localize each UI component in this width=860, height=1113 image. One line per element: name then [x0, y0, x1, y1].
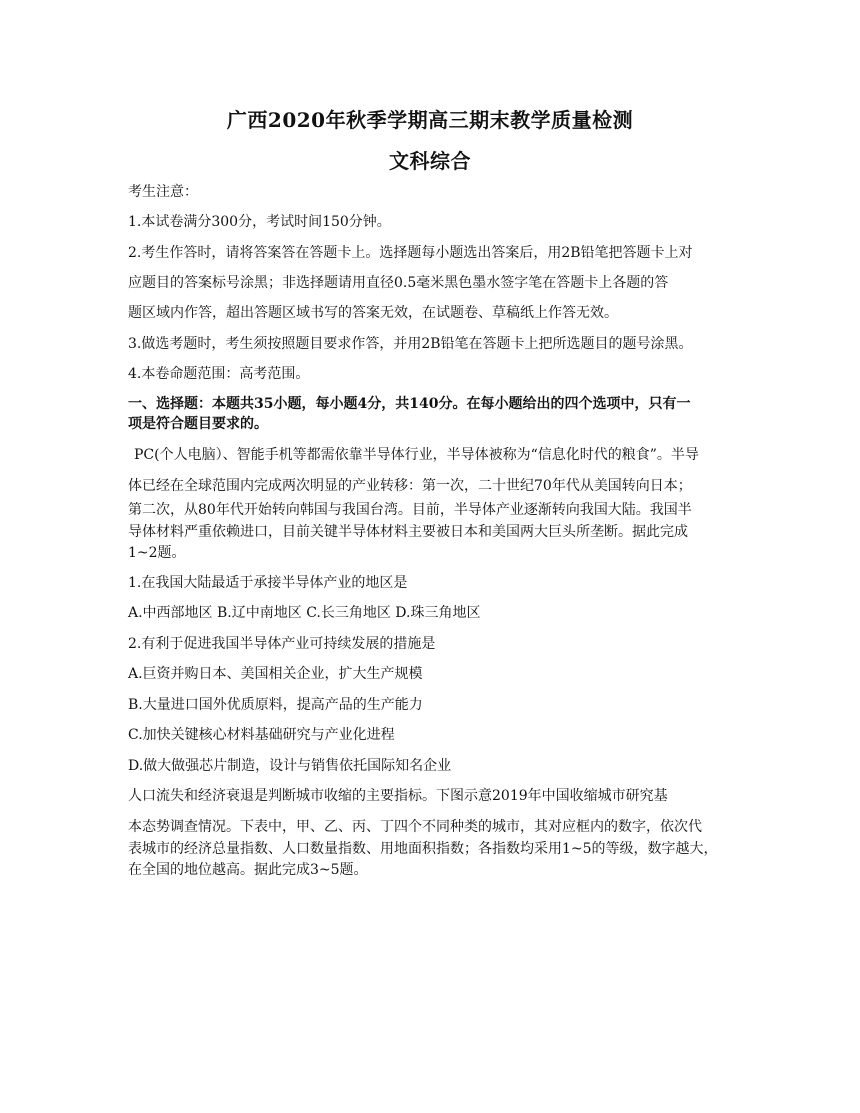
notice-line: 应题目的答案标号涂黑；非选择题请用直径0.5毫米黑色墨水签字笔在答题卡上各题的答	[128, 275, 669, 291]
section-heading: 项是符合题目要求的。	[128, 416, 268, 432]
passage-line: 人口流失和经济衰退是判断城市收缩的主要指标。下图示意2019年中国收缩城市研究基	[128, 788, 668, 804]
question-stem: 1.在我国大陆最适于承接半导体产业的地区是	[128, 575, 408, 591]
passage-line: 本态势调查情况。下表中，甲、乙、丙、丁四个不同种类的城市，其对应框内的数字，依次代	[128, 819, 702, 835]
page-subtitle: 文科综合	[389, 149, 471, 173]
notice-line: 4.本卷命题范围：高考范围。	[128, 366, 310, 382]
question-option: B.大量进口国外优质原料，提高产品的生产能力	[128, 697, 423, 713]
passage-line: 1~2题。	[128, 545, 186, 561]
question-stem: 2.有利于促进我国半导体产业可持续发展的措施是	[128, 636, 436, 652]
question-option: A.巨资并购日本、美国相关企业，扩大生产规模	[128, 666, 423, 682]
section-heading: 一、选择题：本题共35小题，每小题4分，共140分。在每小题给出的四个选项中，只有一	[128, 396, 691, 412]
notice-line: 3.做选考题时，考生须按照题目要求作答，并用2B铅笔在答题卡上把所选题目的题号涂黑。	[128, 336, 693, 352]
passage-line: PC(个人电脑）、智能手机等都需依靠半导体行业，半导体被称为“信息化时代的粮食”。半导	[134, 447, 699, 463]
question-option: D.做大做强芯片制造，设计与销售依托国际知名企业	[128, 758, 452, 774]
notice-line: 2.考生作答时，请将答案答在答题卡上。选择题每小题选出答案后，用2B铅笔把答题卡上对	[128, 245, 693, 261]
question-options: A.中西部地区 B.辽中南地区 C.长三角地区 D.珠三角地区	[128, 605, 481, 621]
page-title: 广西2020年秋季学期高三期末教学质量检测	[226, 108, 634, 132]
notice-heading: 考生注意：	[128, 184, 198, 200]
passage-line: 导体材料严重依赖进口，目前关键半导体材料主要被日本和美国两大巨头所垄断。据此完成	[128, 524, 688, 540]
passage-line: 表城市的经济总量指数、人口数量指数、用地面积指数；各指数均采用1~5的等级，数字越大，	[128, 841, 718, 857]
question-option: C.加快关键核心材料基础研究与产业化进程	[128, 727, 395, 743]
notice-line: 题区域内作答，超出答题区域书写的答案无效，在试题卷、草稿纸上作答无效。	[128, 305, 618, 321]
passage-line: 在全国的地位越高。据此完成3~5题。	[128, 862, 368, 878]
passage-line: 体已经在全球范围内完成两次明显的产业转移：第一次，二十世纪70年代从美国转向日本；	[128, 478, 692, 494]
passage-line: 第二次，从80年代开始转向韩国与我国台湾。目前，半导体产业逐渐转向我国大陆。我国半	[128, 502, 692, 518]
notice-line: 1.本试卷满分300分，考试时间150分钟。	[128, 214, 391, 230]
